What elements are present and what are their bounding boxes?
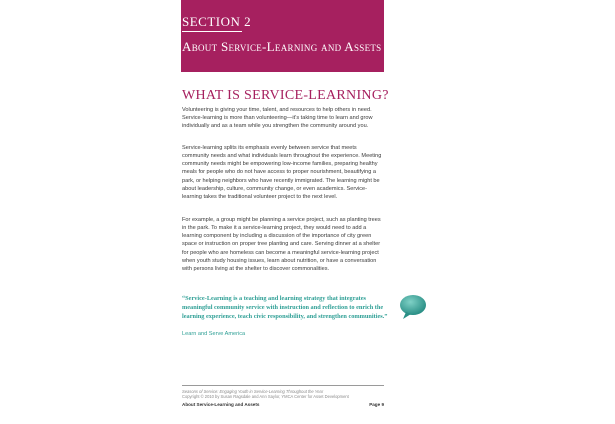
paragraph-emphasis: Service-learning splits its emphasis evenly between service that meets community needs and what individuals learn throughout the experience. Meeting community needs might be empowering low-income families, preparing healthy meals for people who do not have access to proper nourishment, beautifying a park, or helping neighbors who have recently immigrated. The learning might be about leadership, culture, community change, or even academics. Service-learning takes the traditional volunteer project to the next level. — [182, 145, 382, 200]
pull-quote: “Service-Learning is a teaching and learning strategy that integrates meaningful community service with instruction and reflection to enrich the learning experience, teach civic responsibility, and strengthen communities.” — [182, 295, 388, 320]
footer-rule — [182, 385, 384, 386]
section-rule — [182, 31, 242, 32]
footer-page-number: Page 9 — [369, 402, 384, 407]
section-title: About Service-Learning and Assets — [182, 39, 382, 54]
quote-source: Learn and Serve America — [182, 331, 246, 337]
paragraph-volunteering: Volunteering is giving your time, talent, and resources to help others in need. Service-learning is more than volunteering—it’s taking time to learn and grow individually and as a team while you strengthen the community around you. — [182, 107, 373, 130]
footer-copyright: Copyright © 2010 by Susan Ragsdale and Ann Saylor, YMCA Center for Asset Development — [182, 394, 349, 399]
section-banner — [181, 0, 384, 72]
section-label: SECTION 2 — [182, 14, 252, 29]
footer-section-title: About Service-Learning and Assets — [182, 402, 260, 407]
page-heading: WHAT IS SERVICE-LEARNING? — [182, 88, 389, 103]
speech-bubble-icon — [399, 294, 427, 320]
paragraph-example: For example, a group might be planning a service project, such as planting trees in the park. To make it a service-learning project, they would need to add a learning component by including a discussion of the importance of city green space or instruction on proper tree planting and care. Serving dinner at a shelter for people who are homeless can become a meaningful service-learning project when youth study housing issues, learn about nutrition, or have a conversation with persons living at the shelter to discover commonalities. — [182, 217, 381, 272]
footer-book-title: Seasons of Service: Engaging Youth in Service-Learning Throughout the Year — [182, 389, 324, 394]
